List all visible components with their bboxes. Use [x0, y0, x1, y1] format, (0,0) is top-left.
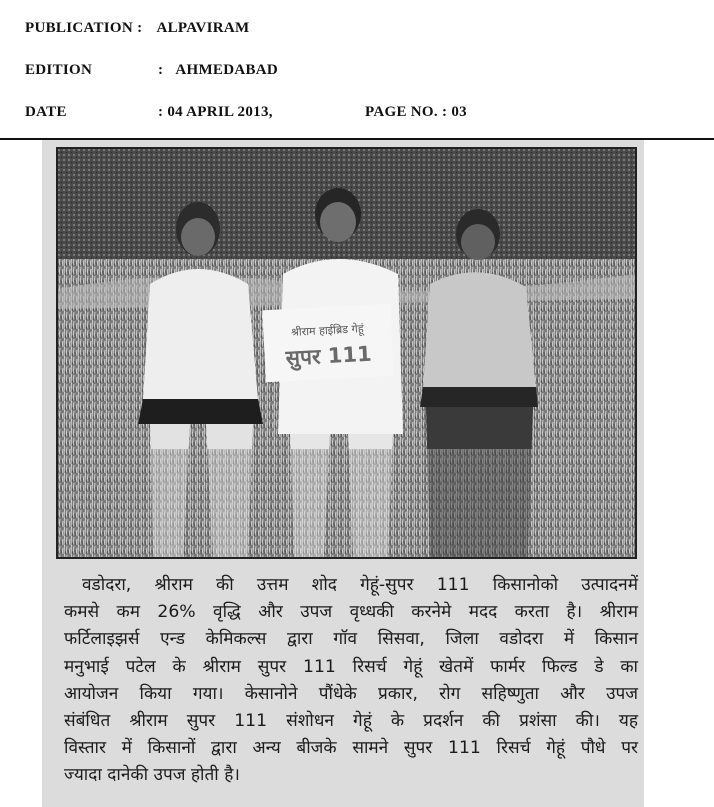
article-line: वडोदरा, श्रीराम की उत्तम शोद गेहूं-सुपर 111 किसानोको उत्पादनमें [82, 575, 638, 595]
date-value: : 04 APRIL 2013, [158, 104, 273, 120]
article-line: विस्तार में किसानों द्वारा अन्य बीजके सामने सुपर 111 रिसर्च गेहूं पौधे पर [64, 738, 638, 759]
article-line: ज्यादा दानेकी उपज होती है। [64, 765, 240, 786]
edition-label: EDITION [25, 62, 93, 78]
publication-label: PUBLICATION : [25, 20, 143, 36]
news-photo [56, 147, 637, 559]
date-label: DATE [25, 104, 67, 120]
field-photo-image [58, 149, 635, 557]
article-line: संबंधित श्रीराम सुपर 111 संशोधन गेहूं के प्रदर्शन की प्रशंसा की। यह [64, 711, 638, 732]
publication-value: ALPAVIRAM [156, 20, 250, 36]
date-row [25, 104, 467, 121]
edition-row [25, 62, 278, 79]
publication-row [25, 20, 249, 37]
sign-line-2: सुपर 111 [285, 341, 373, 371]
article-body [64, 572, 638, 790]
article-line: मनुभाई पटेल के श्रीराम सुपर 111 रिसर्च गेहूं खेतमें फार्मर फिल्ड डे का [64, 656, 638, 677]
edition-value: AHMEDABAD [175, 62, 279, 78]
product-sign-board [262, 304, 394, 383]
page-number: PAGE NO. : 03 [365, 104, 467, 120]
article-line: कमसे कम 26% वृद्धि और उपज वृध्धकी करनेमे मदद करता है। श्रीराम [64, 602, 638, 623]
edition-separator: : [158, 62, 164, 78]
sign-line-1: श्रीराम हाईब्रिड गेहूं [290, 322, 364, 339]
article-line: आयोजन किया गया। केसानोने पौंधेके प्रकार, रोग सहिष्णुता और उपज [64, 683, 638, 704]
article-line: फर्टिलाइझर्स एन्ड केमिकल्स द्वारा गॉव सिसवा, जिला वडोदरा में किसान [64, 629, 638, 650]
